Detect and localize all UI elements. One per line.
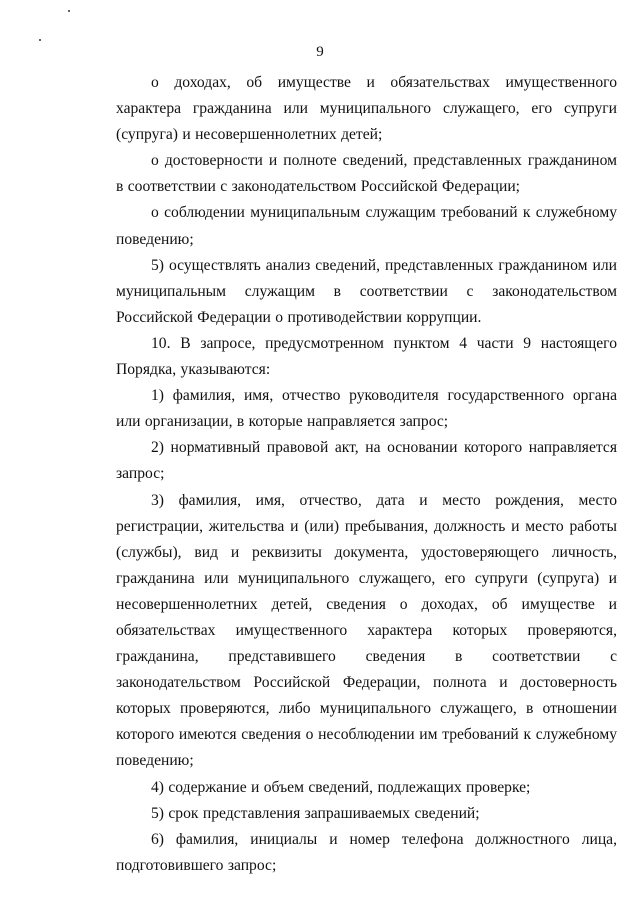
paragraph-item-2: 2) нормативный правовой акт, на основании которого направляется запрос; — [116, 439, 617, 483]
paragraph-income-info: о доходах, об имуществе и обязательствах имущественного характера гражданина или муниципального служащего, его супруги (супруга) и несовершеннолетних детей; — [116, 74, 617, 144]
paragraph-item-5-deadline: 5) срок представления запрашиваемых сведений; — [151, 804, 480, 822]
paragraph-item-4: 4) содержание и объем сведений, подлежащих проверке; — [151, 778, 531, 796]
paragraph-item-5-analysis: 5) осуществлять анализ сведений, представленных гражданином или муниципальным служащим в соответствии с законодательством Российской Федерации о противодействии коррупции. — [116, 256, 617, 326]
paragraph-section-10: 10. В запросе, предусмотренном пунктом 4 части 9 настоящего Порядка, указываются: — [116, 334, 617, 379]
document-body — [116, 70, 617, 879]
paragraph-conduct-info: о соблюдении муниципальным служащим требований к служебному поведению; — [116, 204, 617, 248]
scan-speck — [68, 10, 70, 12]
paragraph-accuracy-info: о достоверности и полноте сведений, представленных гражданином в соответствии с законодательством Российской Федерации; — [116, 152, 617, 196]
scan-speck — [39, 39, 41, 41]
page-number: 9 — [316, 44, 324, 60]
paragraph-item-3: 3) фамилия, имя, отчество, дата и место рождения, место регистрации, жительства и (или) пребывания, должность и место работы (службы), вид и реквизиты документа, удостоверяющего личность, гражданина или муниципального служащего, его супруги (супруга) и несовершеннолетних детей, сведения о доходах, об имуществе и обязательствах имущественного характера которых проверяются, гражданина, представившего сведения в соответствии с законодательством Российской Федерации, полнота и достоверность которых проверяются, либо муниципального служащего, в отношении которого имеются сведения о несоблюдении им требований к служебному поведению; — [116, 491, 617, 770]
paragraph-item-1: 1) фамилия, имя, отчество руководителя государственного органа или организации, в которые направляется запрос; — [116, 387, 617, 431]
paragraph-item-6: 6) фамилия, инициалы и номер телефона должностного лица, подготовившего запрос; — [116, 830, 617, 874]
